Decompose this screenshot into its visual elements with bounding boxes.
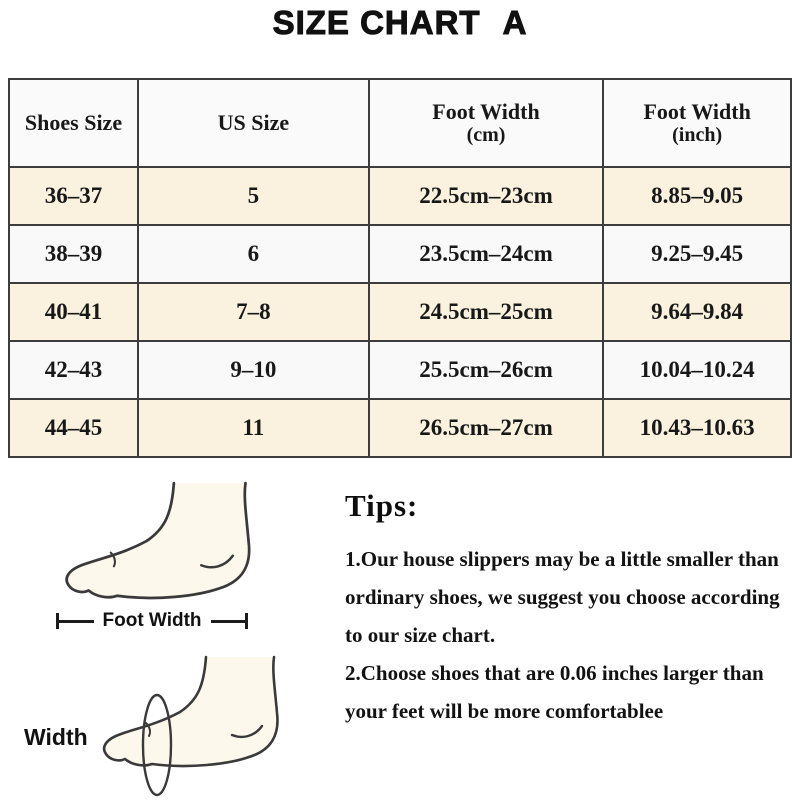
table-cell: 7–8 xyxy=(138,283,369,341)
table-cell: 9.25–9.45 xyxy=(603,225,791,283)
measure-line xyxy=(56,610,248,632)
size-table xyxy=(8,78,792,458)
table-row xyxy=(9,341,791,399)
table-cell: 9.64–9.84 xyxy=(603,283,791,341)
table-cell: 40–41 xyxy=(9,283,138,341)
foot-side-icon xyxy=(56,480,256,606)
title-variant: A xyxy=(502,4,528,41)
foot-girth-icon xyxy=(94,652,284,802)
tips-heading: Tips: xyxy=(345,488,419,523)
table-cell: 22.5cm–23cm xyxy=(369,167,604,225)
foot-width-diagram xyxy=(56,480,256,632)
table-row xyxy=(9,283,791,341)
table-cell: 9–10 xyxy=(138,341,369,399)
measure-segment xyxy=(211,620,246,623)
table-cell: 6 xyxy=(138,225,369,283)
table-row xyxy=(9,399,791,457)
header-label: Foot Width xyxy=(432,98,540,124)
table-cell: 26.5cm–27cm xyxy=(369,399,604,457)
tip-item-1: 1.Our house slippers may be a little smaller than ordinary shoes, we suggest you choose according to our size chart. xyxy=(345,547,780,647)
width-diagram xyxy=(24,652,344,802)
header-cell-us-size xyxy=(138,79,369,167)
measure-segment xyxy=(59,620,94,623)
measure-tick-right xyxy=(245,613,248,629)
table-cell: 24.5cm–25cm xyxy=(369,283,604,341)
width-label: Width xyxy=(24,724,88,750)
header-cell-foot-width-cm: Foot Width (cm) xyxy=(369,79,604,167)
table-cell: 23.5cm–24cm xyxy=(369,225,604,283)
header-label: Foot Width xyxy=(643,98,751,124)
table-cell: 10.43–10.63 xyxy=(603,399,791,457)
tips-section xyxy=(345,488,797,730)
table-cell: 5 xyxy=(138,167,369,225)
tip-item-2: 2.Choose shoes that are 0.06 inches larger than your feet will be more comfortablee xyxy=(345,661,764,723)
page-title xyxy=(0,4,800,42)
table-cell: 11 xyxy=(138,399,369,457)
table-cell: 38–39 xyxy=(9,225,138,283)
title-main: SIZE CHART xyxy=(272,4,481,41)
table-row xyxy=(9,167,791,225)
header-label: US Size xyxy=(217,110,290,136)
header-cell-shoes-size xyxy=(9,79,138,167)
table-cell: 36–37 xyxy=(9,167,138,225)
foot-width-label: Foot Width xyxy=(102,610,202,632)
table-header-row xyxy=(9,79,791,167)
table-row xyxy=(9,225,791,283)
header-label: Shoes Size xyxy=(24,110,123,136)
table-cell: 42–43 xyxy=(9,341,138,399)
table-cell: 25.5cm–26cm xyxy=(369,341,604,399)
table-cell: 8.85–9.05 xyxy=(603,167,791,225)
header-cell-foot-width-inch: Foot Width (inch) xyxy=(603,79,791,167)
table-cell: 10.04–10.24 xyxy=(603,341,791,399)
table-cell: 44–45 xyxy=(9,399,138,457)
